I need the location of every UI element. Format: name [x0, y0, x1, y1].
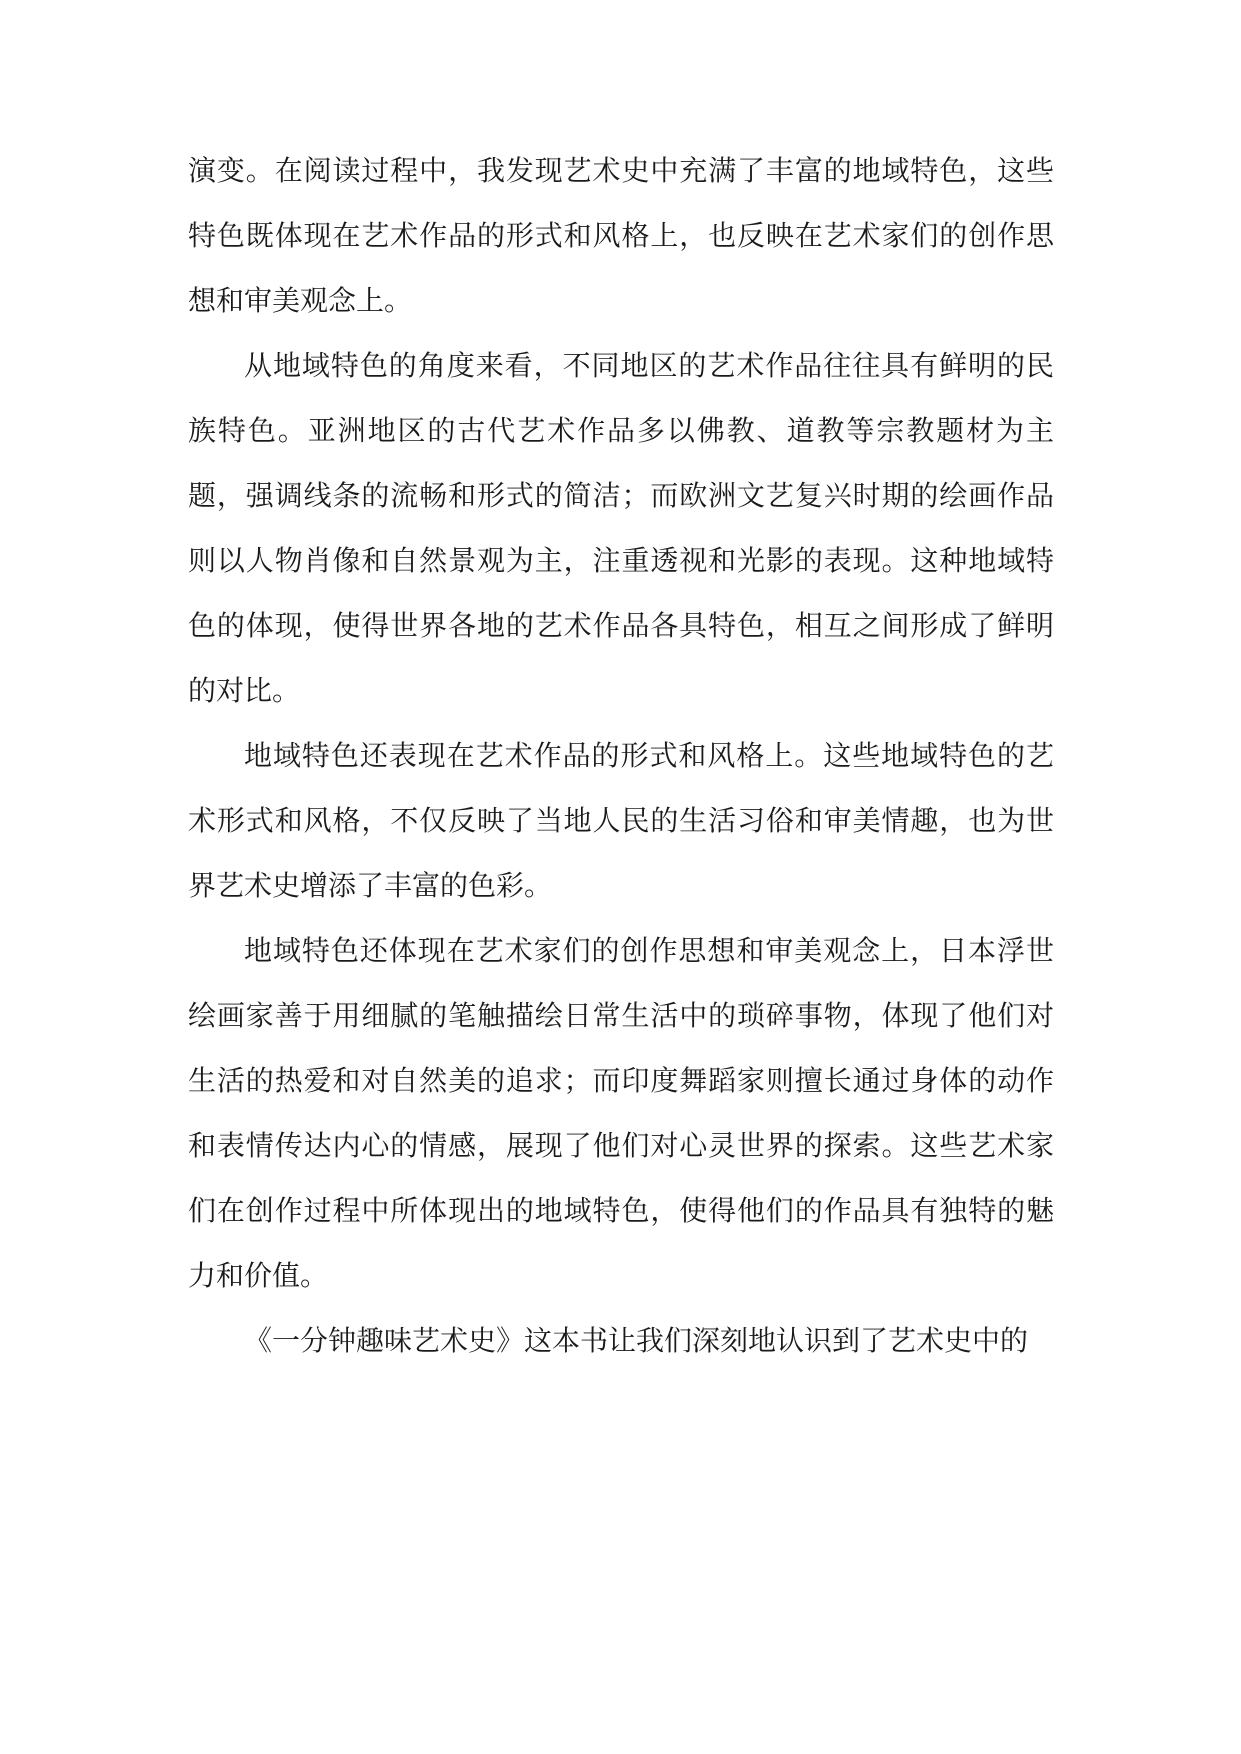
document-body: [188, 138, 1054, 1373]
paragraph-book-conclusion: 《一分钟趣味艺术史》这本书让我们深刻地认识到了艺术史中的: [244, 1324, 1029, 1357]
paragraph-artist-ideas: 地域特色还体现在艺术家们的创作思想和审美观念上，日本浮世绘画家善于用细腻的笔触描绘日常生活中的琐碎事物，体现了他们对生活的热爱和对自然美的追求；而印度舞蹈家则擅长通过身体的动作和表情传达内心的情感，展现了他们对心灵世界的探索。这些艺术家们在创作过程中所体现出的地域特色，使得他们的作品具有独特的魅力和价值。: [188, 934, 1054, 1292]
paragraph-continuation: 演变。在阅读过程中，我发现艺术史中充满了丰富的地域特色，这些特色既体现在艺术作品的形式和风格上，也反映在艺术家们的创作思想和审美观念上。: [188, 154, 1054, 317]
paragraph-regional-contrast: 从地域特色的角度来看，不同地区的艺术作品往往具有鲜明的民族特色。亚洲地区的古代艺术作品多以佛教、道教等宗教题材为主题，强调线条的流畅和形式的简洁；而欧洲文艺复兴时期的绘画作品则以人物肖像和自然景观为主，注重透视和光影的表现。这种地域特色的体现，使得世界各地的艺术作品各具特色，相互之间形成了鲜明的对比。: [188, 349, 1054, 707]
paragraph-form-and-style: 地域特色还表现在艺术作品的形式和风格上。这些地域特色的艺术形式和风格，不仅反映了当地人民的生活习俗和审美情趣，也为世界艺术史增添了丰富的色彩。: [188, 739, 1054, 902]
